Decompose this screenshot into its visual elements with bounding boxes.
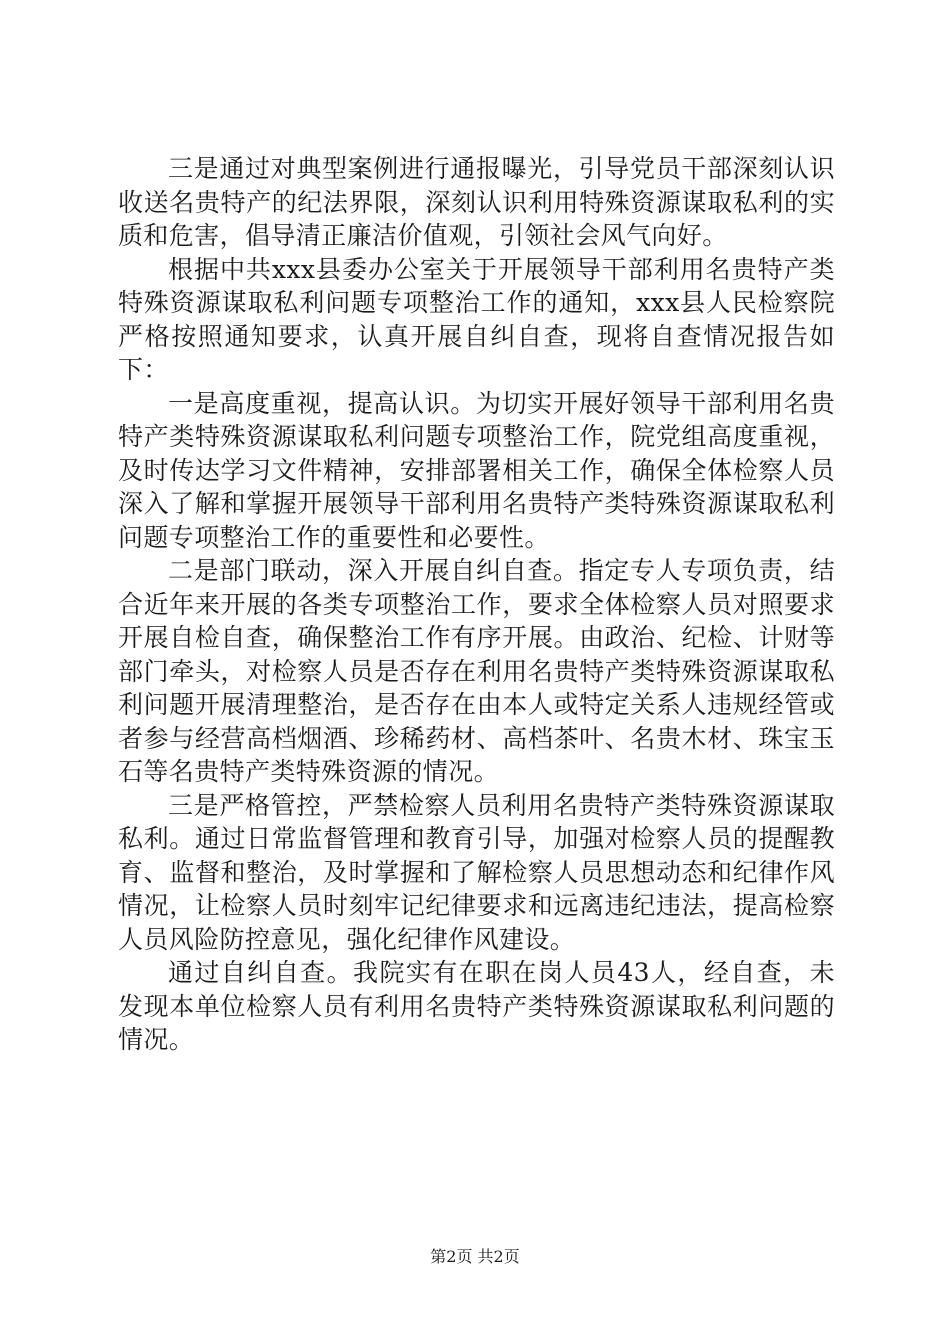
document-body xyxy=(118,152,835,1057)
paragraph-attention: 一是高度重视，提高认识。为切实开展好领导干部利用名贵特产类特殊资源谋取私利问题专项整治工作，院党组高度重视，及时传达学习文件精神，安排部署相关工作，确保全体检察人员深入了解和掌握开展领导干部利用名贵特产类特殊资源谋取私利问题专项整治工作的重要性和必要性。 xyxy=(118,388,835,552)
paragraph-notice-basis: 根据中共xxx县委办公室关于开展领导干部利用名贵特产类特殊资源谋取私利问题专项整治工作的通知，xxx县人民检察院严格按照通知要求，认真开展自纠自查，现将自查情况报告如下： xyxy=(118,254,835,384)
paragraph-department-linkage: 二是部门联动，深入开展自纠自查。指定专人专项负责，结合近年来开展的各类专项整治工作，要求全体检察人员对照要求开展自检自查，确保整治工作有序开展。由政治、纪检、计财等部门牵头，对检察人员是否存在利用名贵特产类特殊资源谋取私利问题开展清理整治，是否存在由本人或特定关系人违规经管或者参与经营高档烟酒、珍稀药材、高档茶叶、名贵木材、珠宝玉石等名贵特产类特殊资源的情况。 xyxy=(118,556,835,786)
paragraph-strict-control: 三是严格管控，严禁检察人员利用名贵特产类特殊资源谋取私利。通过日常监督管理和教育引导，加强对检察人员的提醒教育、监督和整治，及时掌握和了解检察人员思想动态和纪律作风情况，让检察人员时刻牢记纪律要求和远离违纪违法，提高检察人员风险防控意见，强化纪律作风建设。 xyxy=(118,790,835,954)
paragraph-self-check-result: 通过自纠自查。我院实有在职在岗人员43人，经自查，未发现本单位检察人员有利用名贵特产类特殊资源谋取私利问题的情况。 xyxy=(118,958,835,1054)
paragraph-typical-cases: 三是通过对典型案例进行通报曝光，引导党员干部深刻认识收送名贵特产的纪法界限，深刻认识利用特殊资源谋取私利的实质和危害，倡导清正廉洁价值观，引领社会风气向好。 xyxy=(118,154,835,250)
page-number-footer: 第2页 共2页 xyxy=(430,1247,520,1266)
